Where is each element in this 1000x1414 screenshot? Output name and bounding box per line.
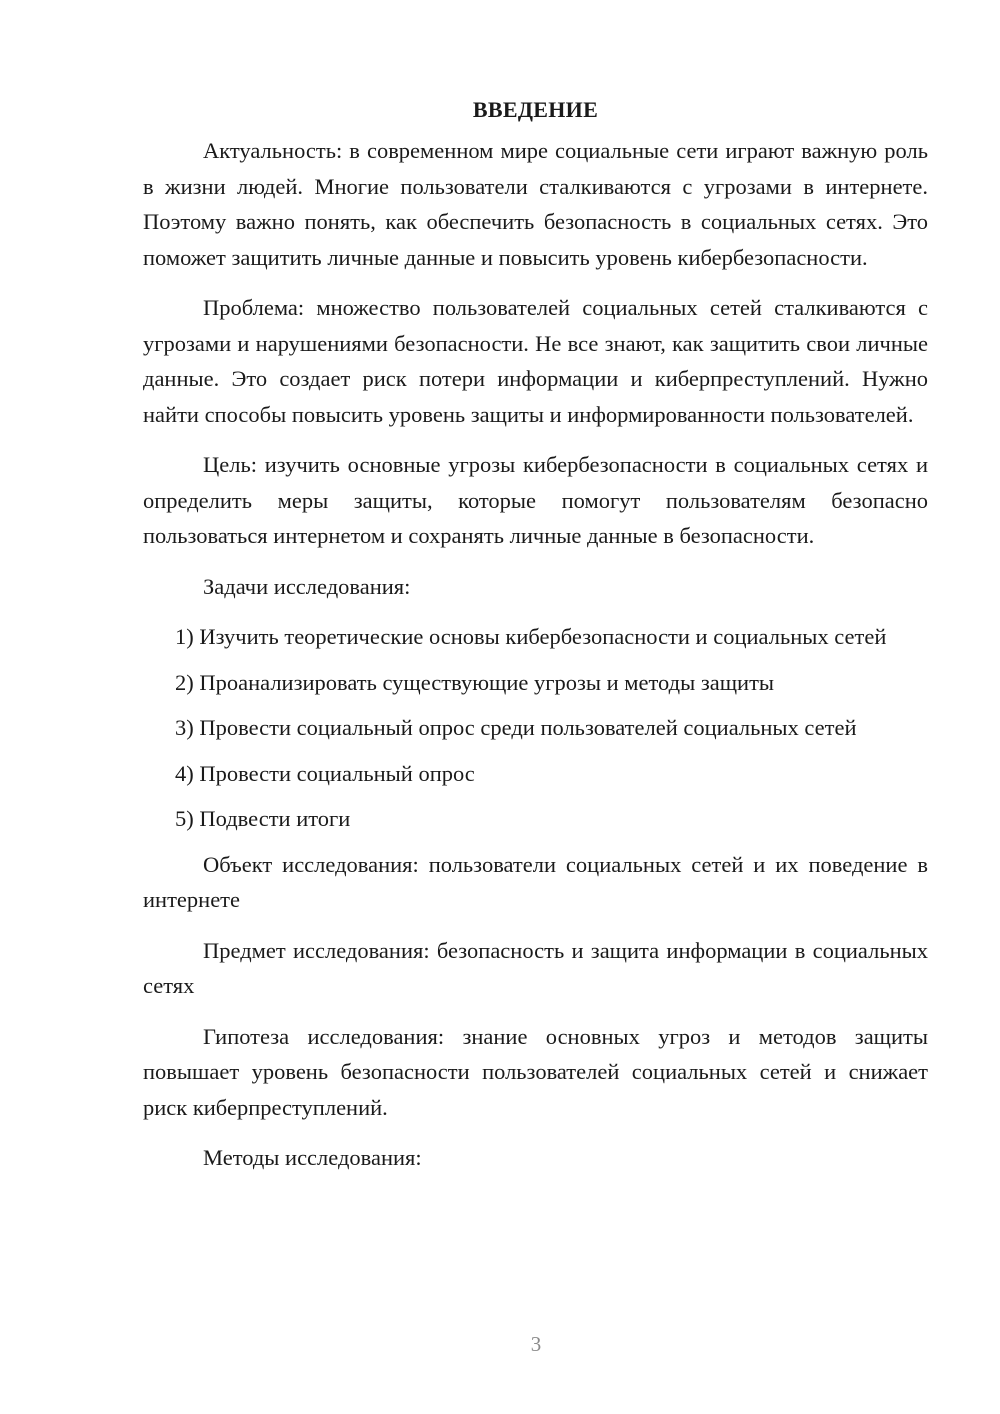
task-item-5: 5) Подвести итоги (175, 806, 351, 831)
page-number: 3 (530, 1332, 542, 1356)
goal-paragraph: Цель: изучить основные угрозы кибербезопасности в социальных сетях и определить меры защиты, которые помогут пользователям безопасно пользоваться интернетом и сохранять личные данные в безопасности. (143, 452, 928, 548)
tasks-heading: Задачи исследования: (203, 573, 411, 599)
relevance-paragraph: Актуальность: в современном мире социальные сети играют важную роль в жизни людей. Многие пользователи сталкиваются с угрозами в интернете. Поэтому важно понять, как обеспечить безопасность в социальных сетях. Это поможет защитить личные данные и повысить уровень кибербезопасности. (143, 138, 928, 270)
problem-paragraph: Проблема: множество пользователей социальных сетей сталкиваются с угрозами и нарушениями безопасности. Не все знают, как защитить свои личные данные. Это создает риск потери информации и киберпреступлений. Нужно найти способы повысить уровень защиты и информированности пользователей. (143, 295, 928, 427)
subject-paragraph: Предмет исследования: безопасность и защита информации в социальных сетях (143, 937, 928, 998)
task-item-2: 2) Проанализировать существующие угрозы и методы защиты (175, 669, 775, 695)
task-item-4: 4) Провести социальный опрос (175, 760, 475, 786)
task-item-1: 1) Изучить теоретические основы кибербезопасности и социальных сетей (175, 624, 887, 649)
object-paragraph: Объект исследования: пользователи социальных сетей и их поведение в интернете (143, 851, 928, 912)
section-heading: ВВЕДЕНИЕ (472, 97, 599, 122)
hypothesis-paragraph: Гипотеза исследования: знание основных угроз и методов защиты повышает уровень безопасности пользователей социальных сетей и снижает риск киберпреступлений. (143, 1023, 928, 1120)
task-item-3: 3) Провести социальный опрос среди пользователей социальных сетей (175, 715, 857, 740)
document-page (143, 92, 928, 1191)
methods-heading: Методы исследования: (203, 1145, 422, 1170)
